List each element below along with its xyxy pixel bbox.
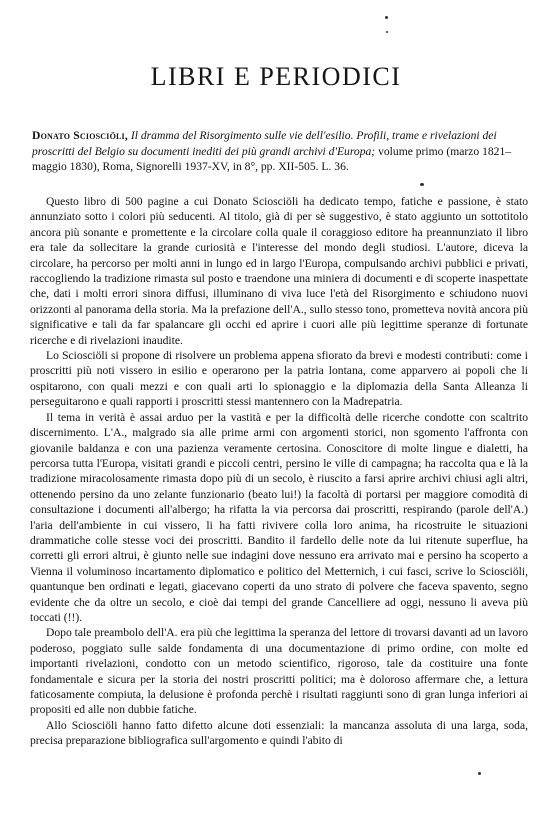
print-speck (385, 16, 388, 19)
citation-details: volume primo (marzo 1821–maggio 1830), Roma, Signorelli 1937-XV, in 8°, pp. XII-505. L. 36. (32, 144, 512, 174)
paragraph: Dopo tale preambolo dell'A. era più che legittima la speranza del lettore di trovarsi davanti ad un lavoro poderoso, poggiato sulle salde fondamenta di una documentazione di primo ordine, con molte ed importanti rivelazioni, condotto con un metodo scientifico, rigoroso, tale da costituire una fonte fondamentale e sicura per la storia dei nostri proscritti politici; ma è doloroso affermare che, a lettura faticosamente compiuta, la delusione è profonda perchè i risultati raggiunti sono di gran lunga inferiori ai propositi ed alle non dubbie fatiche. (30, 626, 528, 717)
paragraph: Lo Sciosciöli si propone di risolvere un problema appena sfiorato da brevi e modesti contributi: come i proscritti più noti vissero in esilio e operarono per la patria lontana, come apparvero ai popoli che li ospitarono, con quali mezzi e con quali arti lo spionaggio e la diplomazia della Santa Alleanza li perseguitarono e quali rapporti i proscritti stessi mantennero con la Madrepatria. (30, 349, 528, 409)
print-speck (386, 31, 388, 33)
print-speck (420, 183, 424, 186)
citation-author: Donato Sciosciöli, (32, 129, 128, 142)
review-body (30, 194, 528, 764)
document-page (22, 0, 530, 832)
paragraph: Il tema in verità è assai arduo per la vastità e per la difficoltà delle ricerche condotte con scaltrito discernimento. L'A., malgrado sia alle prime armi con argomenti storici, non sgomento l'affronta con giovanile baldanza e con una pazienza veramente certosina. Conoscitore di molte lingue e dialetti, ha percorsa tutta l'Europa, visitati grandi e piccoli centri, persino le ville di campagna; ha raccolta qua e là la tradizione miracolosamente rimasta dopo più di un secolo, è riuscito a farsi aprire archivi chiusi agli altri, ottenendo persino da uno zelante funzionario (beato lui!) la facoltà di portarsi per maggiore comodità di consultazione i documenti all'albergo; ha rifatta la via percorsa dai proscritti, respirando (parole dell'A.) l'aria dell'ambiente in cui vissero, li ha fatti rivivere colla loro anima, ha ricostruite le situazioni drammatiche colle stesse voci dei proscritti. Bandito il fardello delle note da lui ritenute superflue, ha corretti gli errori altrui, è giunto nelle sue indagini dove nessuno era arrivato mai e persino ha scoperto a Vienna il voluminoso incartamento diplomatico e politico del Metternich, i cui fasci, scrive lo Sciosciöli, quantunque ben ordinati e legati, giacevano coperti da uno strato di polvere che faceva spavento, segno evidente che da oltre un secolo, e cioè dai tempi del grande Cancelliere ad oggi, nessuno li aveva più toccati (!!). (30, 410, 528, 624)
paragraph: Allo Sciosciöli hanno fatto difetto alcune doti essenziali: la mancanza assoluta di una larga, soda, precisa preparazione bibliografica sull'argomento e quindi l'abito di (30, 718, 528, 748)
print-speck (478, 772, 481, 775)
section-title: LIBRI E PERIODICI (150, 62, 402, 91)
citation-work-title: Il dramma del Risorgimento sulle vie dell'esilio. Profili, trame e rivelazioni dei proscritti del Belgio su documenti inediti dei più grandi archivi d'Europa; (32, 129, 497, 158)
book-citation (32, 128, 528, 175)
paragraph: Questo libro di 500 pagine a cui Donato Sciosciöli ha dedicato tempo, fatiche e passione, è stato annunziato sotto i colori più seducenti. Al titolo, già di per sè suggestivo, è stato aggiunto un sottotitolo ancora più sonante e promettente e la circolare colla quale il coraggioso editore ha preannunziato il libro era tale da sollecitare la grande curiosità e l'interesse del mondo degli studiosi. L'autore, diceva la circolare, ha percorso per molti anni in lungo ed in largo l'Europa, compulsando archivi pubblici e privati, raccogliendo la tradizione rimasta sul posto e traendone una miniera di documenti e di scoperte inaspettate che, dati i molti errori sinora diffusi, illuminano di viva luce l'età del Risorgimento e schiudono nuovi orizzonti al panorama della storia. Ma la prefazione dell'A., sullo stesso tono, prometteva novità ancora più significative e tali da far spalancare gli occhi ed aprire i cuori alle più legittime speranze di fortunate ricerche e di rivelazioni inaudite. (30, 195, 528, 347)
